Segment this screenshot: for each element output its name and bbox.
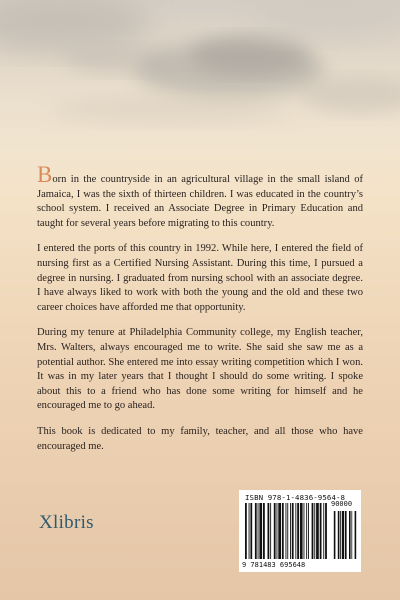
barcode-bar — [304, 503, 305, 559]
barcode-bar — [282, 503, 284, 559]
barcode-bar — [287, 503, 288, 559]
price-addon-number: 90000 — [331, 500, 353, 508]
barcode-bar — [278, 503, 281, 559]
addon-bar — [355, 511, 357, 559]
barcode-bar — [323, 503, 324, 559]
barcode-bar — [250, 503, 252, 559]
addon-bar — [342, 511, 344, 559]
barcode-bar — [255, 503, 257, 559]
barcode-bar — [300, 503, 303, 559]
barcode-bar — [268, 503, 270, 559]
barcode-bar — [290, 503, 291, 559]
barcode-bar — [259, 503, 262, 559]
barcode-bar — [270, 503, 271, 559]
barcode-bar — [249, 503, 250, 559]
ean-digits: 9 781483 695648 — [242, 561, 306, 569]
barcode-bar — [306, 503, 307, 559]
barcode-bar — [314, 503, 315, 559]
barcode-bar — [325, 503, 327, 559]
barcode-bar — [286, 503, 287, 559]
barcode-bar — [263, 503, 265, 559]
publisher-logo: Xlibris — [39, 512, 94, 533]
drop-cap: B — [37, 162, 53, 187]
addon-bar — [349, 511, 351, 559]
barcode-bar — [274, 503, 276, 559]
author-bio — [37, 162, 363, 465]
barcode-bar — [245, 503, 247, 559]
barcode-bar — [316, 503, 319, 559]
barcode-bar — [312, 503, 314, 559]
bio-paragraph-2: I entered the ports of this country in 1992. While here, I entered the field of nursing first as a Certified Nursing Assistant. During this time, I pursued a degree in nursing. I graduated from nursing school with an associate degree. I have always liked to work with both the young and the old and these two career choices have afforded me that opportunity. — [37, 243, 363, 313]
addon-bar — [340, 511, 341, 559]
barcode-bars — [245, 503, 357, 561]
addon-bar — [334, 511, 336, 559]
barcode-bar — [295, 503, 296, 559]
dedication: This book is dedicated to my family, teacher, and all those who have encouraged me. — [37, 425, 363, 452]
barcode-bar — [297, 503, 299, 559]
bio-paragraph-3: During my tenure at Philadelphia Community college, my English teacher, Mrs. Walters, always encouraged me to write. She said she saw me as a potential author. She entered me into essay writing competition which I won. It was in my later years that I thought I should do some writing. I spoke about this to a friend who has done some writing for himself and he encouraged me to go ahead. — [37, 327, 363, 412]
isbn-barcode — [239, 490, 361, 572]
isbn-label: ISBN 978-1-4836-9564-8 — [245, 493, 346, 502]
bio-paragraph-1-text: orn in the countryside in an agricultural village in the small island of Jamaica, I was the sixth of thirteen children. I was educated in the country’s school system. I received an Associate Degree in Primary Education and taught for several years before migrating to this country. — [37, 174, 363, 229]
sky-clouds — [0, 0, 400, 170]
addon-bar — [351, 511, 352, 559]
barcode-bar — [308, 503, 309, 559]
barcode-bar — [320, 503, 322, 559]
barcode-bar — [277, 503, 278, 559]
barcode-bar — [292, 503, 294, 559]
bio-paragraph-1 — [37, 162, 363, 231]
barcode-bar — [258, 503, 259, 559]
addon-bar — [345, 511, 347, 559]
addon-bar — [338, 511, 340, 559]
